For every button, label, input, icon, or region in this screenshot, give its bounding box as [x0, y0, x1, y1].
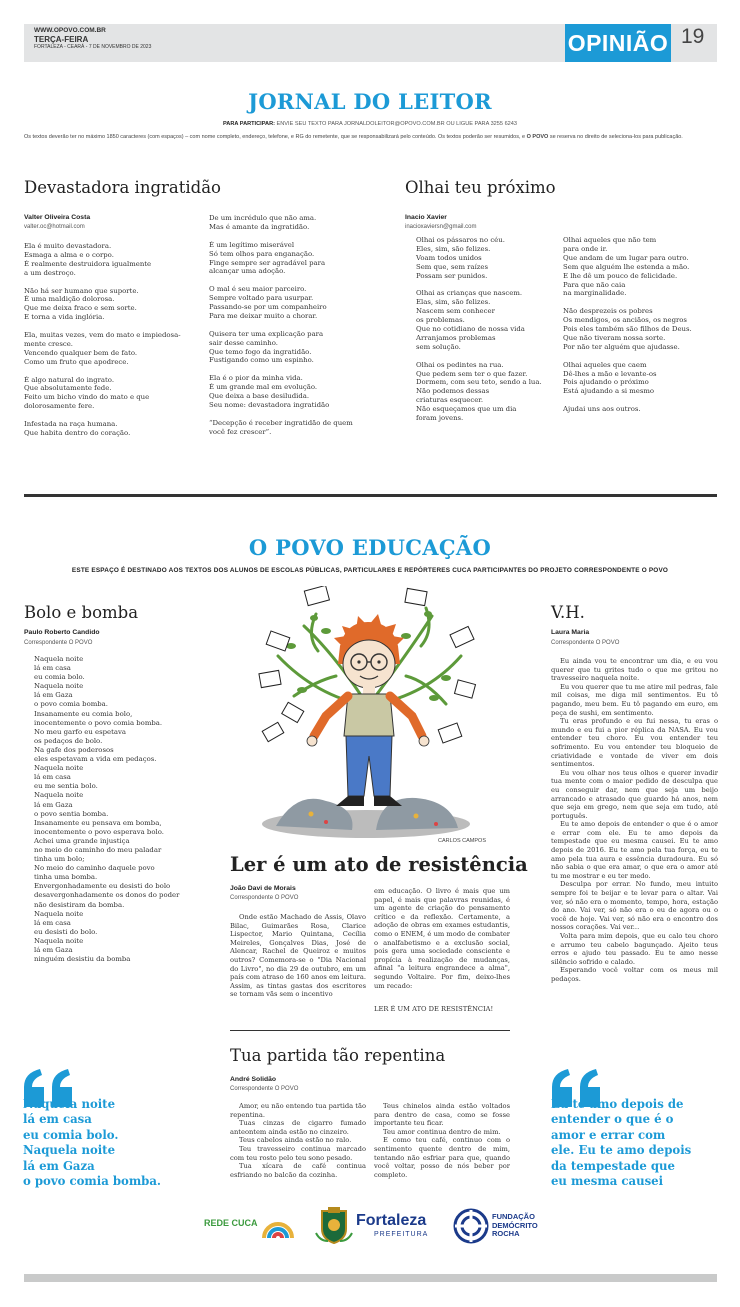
paragraph: Eu ainda vou te encontrar um dia, e eu vou querer que tu grites tudo o que me gritou no travesseiro naquela noite.	[551, 657, 718, 683]
paragraph: Desculpa por errar. No fundo, meu intuito sempre foi te beijar e te levar para o altar. Vai ver, só não era o momento, tempo, hora, estação do ano. Vai ver, só não era o eu de agora ou o você de hoje. Vai ver, só não era o encontro dos nossos corações. Vai ver...	[551, 880, 718, 932]
poem-line: De um incrédulo que não ama.	[209, 214, 317, 222]
pull-quote-line: amor e errar com	[551, 1127, 666, 1142]
pull-quote-line: eu comia bolo.	[23, 1127, 119, 1142]
poem-line: Esmaga a alma e o corpo.	[24, 250, 114, 259]
art1-col2	[209, 214, 379, 437]
poem-line: Ela é o pior da minha vida.	[209, 374, 303, 383]
stanza-gap	[563, 352, 718, 361]
poem-line: Naquela noite	[34, 909, 84, 918]
pull-quote-line: lá em casa	[23, 1112, 92, 1127]
poem-line: É um legítimo miserável	[209, 240, 295, 249]
ler-role: Correspondente O POVO	[230, 895, 299, 901]
poem-line: Não desprezeis os pobres	[563, 307, 653, 316]
poem-line: Vencendo qualquer bem de fato.	[24, 348, 138, 357]
vh-author: Laura Maria	[551, 629, 590, 636]
ler-title: Ler é um ato de resistência	[230, 853, 528, 876]
art2-title: Olhai teu próximo	[405, 178, 556, 197]
bolo-poem	[34, 655, 214, 964]
poem-line: Eles, sim, são felizes.	[416, 244, 491, 253]
poem-line: inocentemente o povo comia bomba.	[34, 718, 163, 727]
poem-line: alcançar uma adoção.	[209, 267, 286, 276]
stanza-gap	[209, 232, 379, 241]
poem-line: Elas, sim, são felizes.	[416, 298, 491, 307]
tua-role: Correspondente O POVO	[230, 1086, 299, 1092]
poem-line: Não esqueçamos que um dia	[416, 405, 517, 414]
poem-line: lá em Gaza	[34, 800, 73, 809]
poem-line: os problemas.	[416, 316, 465, 325]
poem-line: Naquela noite	[34, 655, 84, 663]
poem-line: É um grande mal em evolução.	[209, 383, 318, 392]
prefeitura-label: PREFEITURA	[374, 1231, 429, 1238]
poem-line: mente cresce.	[24, 339, 73, 348]
poem-line: sem solução.	[416, 342, 461, 351]
bolo-role: Correspondente O POVO	[24, 640, 93, 646]
stanza-gap	[209, 365, 379, 374]
poem-line: O mal é seu maior parceiro.	[209, 285, 307, 294]
participar-line	[0, 121, 740, 127]
pull-quote-line: lá em Gaza	[23, 1158, 95, 1173]
paragraph: Tuas cinzas de cigarro fumado anteontem ainda estão no cinzeiro.	[230, 1119, 366, 1136]
poem-line: Olhai aqueles que não tem	[563, 236, 657, 244]
poem-line: Possam ser punidos.	[416, 271, 488, 280]
fortaleza-crest-icon	[314, 1205, 354, 1245]
poem-line: Feito um bicho vindo do mato e que	[24, 393, 150, 402]
stanza-gap	[24, 411, 206, 420]
poem-line: Quisera ter uma explicação para	[209, 329, 324, 338]
poem-line: Está ajudando a si mesmo	[563, 387, 655, 396]
participar-text: ENVIE SEU TEXTO PARA JORNALDOLEITOR@OPOVO.COM.BR OU LIGUE PARA 3255 6243	[276, 121, 518, 127]
poem-line: Para que não caia	[563, 280, 626, 289]
pull-quote-line: eu mesma causei	[551, 1174, 664, 1189]
poem-line: Insanamente eu comia bolo,	[34, 709, 133, 718]
poem-line: os pedaços de bolo.	[34, 736, 103, 745]
poem-line: Naquela noite	[34, 791, 84, 800]
art2-col1	[416, 236, 566, 423]
poem-line: lá em casa	[34, 773, 71, 782]
fundacao-line: DEMÓCRITO	[492, 1220, 538, 1230]
poem-line: E lhe dê um pouco de felicidade.	[563, 271, 678, 280]
poem-line: Envergonhadamente eu desisti do bolo	[34, 882, 171, 891]
paragraph: Teu amor continua dentro de mim.	[383, 1127, 501, 1136]
poem-line: No meu garfo eu espetava	[34, 727, 126, 736]
poem-line: Ajudai uns aos outros.	[563, 405, 641, 414]
poem-line: Finge sempre ser agradável para	[209, 258, 326, 267]
poem-line: Passando-se por um companheiro	[209, 303, 327, 312]
poem-line: eu comia bolo.	[34, 673, 85, 682]
rules-text: Os textos deverão ter no máximo 1850 caracteres (com espaços) – com nome completo, endereço, telefone, e RG do remetente, que se responsabilizará pelo conteúdo. Os textos poderão ser resumidos, e	[24, 134, 527, 140]
poem-line: a um destroço.	[24, 268, 76, 277]
paragraph: Onde estão Machado de Assis, Olavo Bilac, Guimarães Rosa, Clarice Lispector, Mario Quintana, Cecília Meireles, Gonçalves Dias, José de Alencar, Rachel de Queiroz e muitos outros? Comemora-se o "Dia Nacional do Livro", no dia 29 de outubro, em um país com atraso de 160 anos em leitura. Assim, as tintas gastas dos escritores se tornam vãs sem o incentivo	[230, 913, 366, 999]
paragraph: Eu vou querer que tu me atire mil pedras, fale mil coisas, me diga mil sentimentos. Eu tô pagando, meu bem. Eu tô pagando em euro, em peça de sushi, em sentimento.	[551, 682, 718, 717]
poem-line: não desistiram da bomba.	[34, 900, 125, 909]
stanza-gap	[209, 410, 379, 419]
poem-line: Que no cotidiano de nossa vida	[416, 325, 525, 334]
rede-cuca-mark-icon	[260, 1208, 296, 1242]
poem-line: inocentemente o povo esperava bolo.	[34, 827, 164, 836]
poem-line: Naquela noite	[34, 682, 84, 691]
poem-line: É algo natural do ingrato.	[24, 375, 115, 384]
poem-line: ninguém desistiu da bomba	[34, 955, 131, 964]
vh-role: Correspondente O POVO	[551, 640, 620, 646]
tua-title: Tua partida tão repentina	[230, 1046, 446, 1065]
rules-brand: O POVO	[526, 134, 549, 140]
divider-line	[230, 1030, 510, 1031]
edu-subtitle: ESTE ESPAÇO É DESTINADO AOS TEXTOS DOS ALUNOS DE ESCOLAS PÚBLICAS, PARTICULARES E REPÓRTERES CUCA PARTICIPANTES DO PROJETO CORRESPONDENTE O POVO	[71, 567, 669, 574]
poem-line: lá em Gaza	[34, 946, 73, 954]
paragraph: em educação. O livro é mais que um papel, é mais que palavras reunidas, é um agente de criação do pensamento crítico e da reflexão. Certamente, a adoção de obras em exames estudantis, como o ENEM, é um modo de combater o analfabetismo e a exclusão social, pois gera uma sociedade consciente e propícia à realização de mudanças, afinal "a leitura engrandece a alma", segundo Voltaire. Por fim, deixo-lhes um recado:	[374, 887, 510, 990]
illustration-boy-tree	[256, 586, 480, 840]
poem-line: no meio do caminho do meu paladar	[34, 845, 162, 854]
poem-line: Sem que alguém lhe estenda a mão.	[563, 262, 690, 271]
poem-line: foram jovens.	[416, 414, 464, 423]
poem-line: o povo sentia bomba.	[34, 809, 109, 818]
poem-line: Mas é amante da ingratidão.	[209, 222, 310, 231]
bolo-pull-quote	[23, 1097, 213, 1189]
pull-quote-line: Naquela noite	[23, 1143, 116, 1158]
paragraph: Tu eras profundo e eu fui nessa, tu eras o mundo e eu fui a pior réplica da NASA. Eu vou entender teu choro. Eu vou entender teu sofrimento. Eu vou entender teu bloqueio de criatividade e vontade de viver em dois sentimentos.	[551, 717, 718, 769]
paragraph: Eu te amo depois de entender o que é o amor e errar com ele. Eu te amo depois da tempestade que eu mesma causei. Eu te amo depois de 2016. Eu te amo pela tua força, eu te amo pela tua aura e essência duradoura. Eu só não sabia o que era amar, o que era o amor até tu me mostrar e eu ter medo.	[551, 820, 718, 880]
fundacao-line: FUNDAÇÃO	[492, 1212, 535, 1221]
poem-line: Olhai as crianças que nascem.	[416, 289, 523, 298]
paragraph: Esperando você voltar com os meus mil pedaços.	[551, 966, 718, 983]
poem-line: Naquela noite	[34, 764, 84, 773]
poem-line: Fustigando como um espinho.	[209, 356, 314, 365]
poem-line: Dê-lhes a mão e levante-os	[563, 369, 657, 378]
stanza-gap	[563, 298, 718, 307]
stanza-gap	[24, 278, 206, 287]
tua-col1	[230, 1102, 366, 1179]
pull-quote-line: ele. Eu te amo depois	[551, 1143, 692, 1158]
ler-author: João Davi de Morais	[230, 885, 296, 892]
rules-text-end: se reserva no direito de seleciona-los para publicação.	[548, 134, 683, 140]
poem-line: Para me deixar muito a chorar.	[209, 311, 318, 320]
poem-line: eles espetavam a vida em pedaços.	[34, 755, 157, 764]
paragraph: E como teu café, continuo com o sentimento quente dentro de mim, tentando não esfriar para que, quando você voltar, posso de nós beber por completo.	[374, 1136, 510, 1179]
poem-line: eu me sentia bolo.	[34, 782, 98, 791]
jornal-title: JORNAL DO LEITOR	[248, 89, 492, 114]
poem-line: Achei uma grande injustiça	[34, 836, 130, 845]
poem-line: Sem que, sem raízes	[416, 262, 489, 271]
paragraph: Teu travesseiro continua marcado com teu rosto pelo teu sono pesado.	[230, 1144, 366, 1162]
vh-body	[551, 657, 718, 984]
poem-line: desavergonhadamente os donos do poder	[34, 891, 180, 900]
stanza-gap	[563, 396, 718, 405]
poem-line: Ela, muitas vezes, vem do mato e impiedosa-	[24, 331, 181, 340]
paragraph: Volta para mim depois, que eu calo teu choro e arrumo teu cabelo bagunçado. Ajeito teus erros e ajudo teu passado. Eu te amo nesse silêncio sofrido e calado.	[551, 932, 718, 966]
poem-line: Que me deixa fraco e sem sorte.	[24, 304, 137, 313]
poem-line: Voam todos unidos	[416, 253, 482, 262]
art2-email[interactable]: inacioxaviersn@gmail.com	[405, 224, 477, 230]
poem-line: Olhai os pedintes na rua.	[416, 360, 504, 369]
poem-line: Olhai aqueles que caem	[563, 360, 647, 369]
art1-title: Devastadora ingratidão	[24, 178, 221, 197]
stanza-gap	[416, 352, 566, 361]
poem-line: Que pedem sem ter o que fazer.	[416, 369, 528, 378]
poem-line: Olhai os pássaros no céu.	[416, 236, 505, 244]
poem-line: Não podemos dessas	[416, 387, 490, 396]
participar-label: PARA PARTICIPAR:	[222, 121, 275, 127]
poem-line: Não há ser humano que suporte.	[24, 286, 139, 295]
poem-line: Só tem olhos para enganação.	[209, 249, 315, 258]
poem-line: eu desisti do bolo.	[34, 927, 98, 936]
poem-line: lá em casa	[34, 918, 71, 927]
stanza-gap	[209, 321, 379, 330]
illustration-credit: CARLOS CAMPOS	[438, 838, 486, 844]
rede-cuca-logo: REDE CUCA	[204, 1218, 258, 1228]
paragraph: Teus chinelos ainda estão voltados para dentro de casa, como se fosse importante teu ficar.	[374, 1102, 510, 1128]
poem-line: criaturas esquecer.	[416, 396, 484, 405]
ler-col2	[374, 887, 510, 990]
pull-quote-line: o povo comia bomba.	[23, 1174, 161, 1189]
paragraph: Teus cabelos ainda estão no ralo.	[239, 1136, 352, 1145]
poem-line: Seu nome: devastadora ingratidão	[209, 400, 330, 409]
poem-line: Dormem, com seu teto, sendo a lua.	[416, 378, 542, 387]
poem-line: Que andam de um lugar para outro.	[563, 253, 689, 262]
paragraph: Amor, eu não entendo tua partida tão repentina.	[230, 1102, 366, 1119]
poem-line: “Decepção é receber ingratidão de quem	[209, 418, 353, 427]
poem-line: Arranjamos problemas	[416, 333, 496, 342]
poem-line: tinha um bolo;	[34, 855, 85, 864]
vh-title: V.H.	[551, 603, 585, 622]
submission-rules	[24, 134, 717, 140]
poem-line: Ela é muito devastadora.	[24, 242, 112, 250]
art1-email[interactable]: valter.oc@hotmail.com	[24, 224, 85, 230]
bolo-author: Paulo Roberto Candido	[24, 629, 100, 636]
poem-line: Sempre voltado para usurpar.	[209, 294, 314, 303]
poem-line: Por não ter alguém que ajudasse.	[563, 342, 680, 351]
poem-line: o povo comia bomba.	[34, 700, 108, 709]
poem-line: lá em casa	[34, 664, 71, 673]
poem-line: sair desse caminho.	[209, 338, 278, 347]
poem-line: Pois eles também são filhos de Deus.	[563, 325, 692, 334]
paragraph: Eu vou olhar nos teus olhos e querer invadir tua mente com o maior pedido de desculpa que eu conseguir dar, nem que seja um beijo arrancado e atrasado que guardo há anos, nem que seja em grego, nem que seja em tudo, até português.	[551, 768, 718, 820]
bolo-title: Bolo e bomba	[24, 603, 139, 622]
poem-line: É realmente destruidora igualmente	[24, 259, 152, 268]
vh-pull-quote	[551, 1097, 721, 1189]
fortaleza-logo: Fortaleza	[356, 1212, 427, 1229]
section-label: OPINIÃO	[565, 24, 671, 62]
pull-quote-line: da tempestade que	[551, 1158, 675, 1173]
stanza-gap	[24, 322, 206, 331]
fundacao-mark-icon	[452, 1207, 490, 1245]
art1-author: Valter Oliveira Costa	[24, 214, 91, 221]
poem-line: na marginalidade.	[563, 289, 627, 298]
ler-closing: LER É UM ATO DE RESISTÊNCIA!	[374, 1005, 494, 1013]
poem-line: Que temo fogo da ingratidão.	[209, 347, 312, 356]
pull-quote-line: Naquela noite	[23, 1097, 116, 1111]
poem-line: para onde ir.	[563, 244, 608, 253]
poem-line: É uma maldição dolorosa.	[24, 295, 115, 304]
poem-line: Os mendigos, os anciãos, os negros	[563, 316, 687, 325]
section-divider	[24, 494, 717, 497]
page-number: 19	[681, 25, 705, 48]
poem-line: você fez crescer”.	[209, 427, 272, 436]
stanza-gap	[24, 367, 206, 376]
poem-line: dolorosamente fere.	[24, 402, 95, 411]
poem-line: No meio do caminho daquele povo	[34, 864, 155, 873]
poem-line: Que não tiveram nossa sorte.	[563, 333, 666, 342]
stanza-gap	[416, 281, 566, 290]
pull-quote-line: entender o que é o	[551, 1112, 674, 1127]
ler-col1	[230, 913, 366, 999]
weekday: TERÇA-FEIRA	[34, 34, 89, 44]
poem-line: Nascem sem conhecer	[416, 307, 495, 316]
edu-title: O POVO EDUCAÇÃO	[248, 535, 492, 560]
poem-line: lá em Gaza	[34, 691, 73, 700]
art1-col1	[24, 242, 206, 438]
masthead-info	[34, 27, 151, 51]
poem-line: tinha uma bomba.	[34, 873, 98, 882]
poem-line: Como um fruto que apodrece.	[24, 357, 129, 366]
poem-line: Que deixa a base desiludida.	[209, 392, 310, 401]
pull-quote-line: Eu te amo depois de	[551, 1097, 684, 1111]
location-date: FORTALEZA - CEARÁ - 7 DE NOVEMBRO DE 2023	[34, 43, 152, 50]
poem-line: Que habita dentro do coração.	[24, 428, 131, 437]
poem-line: Pois ajudando o próximo	[563, 378, 649, 387]
art2-col2	[563, 236, 718, 414]
fundacao-line: ROCHA	[492, 1229, 520, 1239]
poem-line: Que absolutamente fede.	[24, 384, 112, 393]
paragraph: Tua xícara de café continua esfriando no balcão da cozinha.	[230, 1162, 366, 1179]
fundacao-logo	[492, 1213, 538, 1239]
poem-line: Naquela noite	[34, 936, 84, 945]
tua-col2	[374, 1102, 510, 1179]
poem-line: Insanamente eu pensava em bomba,	[34, 818, 162, 827]
footer-bar	[24, 1274, 717, 1282]
site-url[interactable]: WWW.OPOVO.COM.BR	[34, 27, 106, 34]
tua-author: André Solidão	[230, 1076, 277, 1083]
poem-line: Na gafe dos poderosos	[34, 745, 114, 754]
stanza-gap	[209, 276, 379, 285]
art2-author: Inacio Xavier	[405, 214, 447, 221]
poem-line: Infestada na raça humana.	[24, 420, 118, 429]
poem-line: E torna a vida inglória.	[24, 313, 105, 322]
